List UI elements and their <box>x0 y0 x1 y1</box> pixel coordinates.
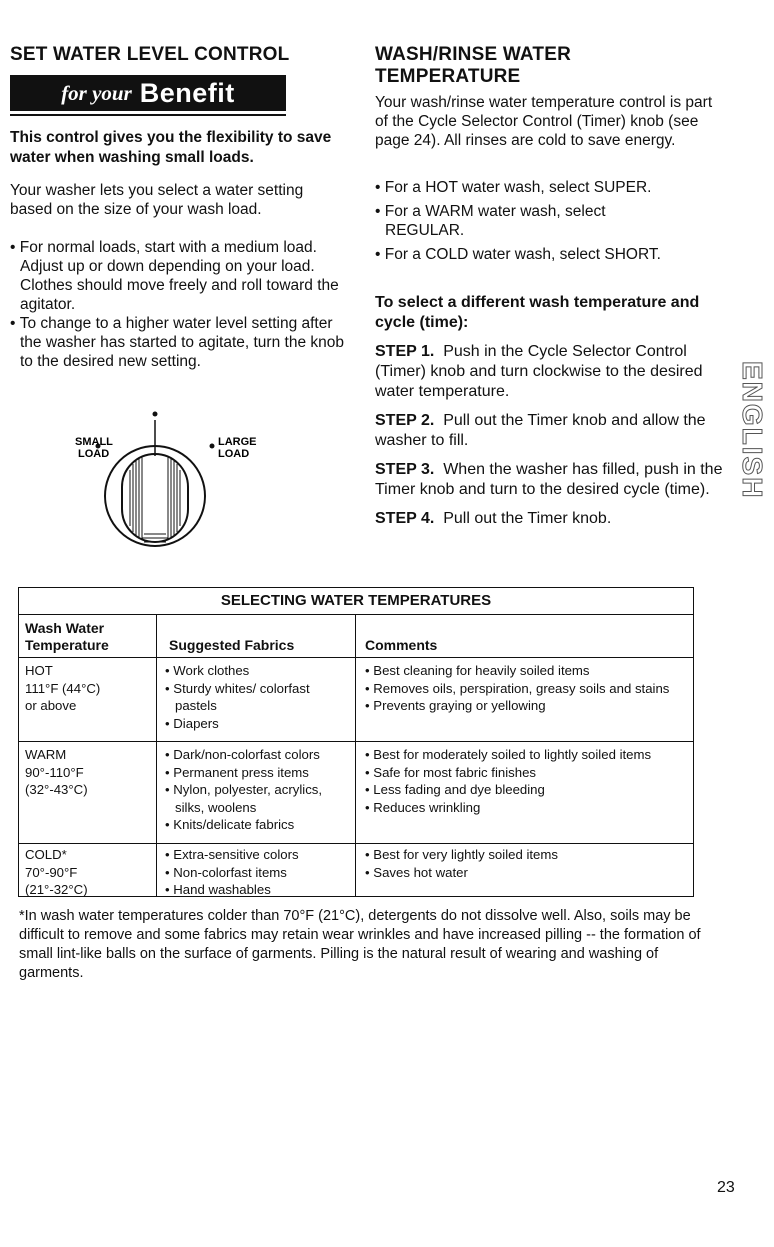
benefit-big-text: Benefit <box>139 77 235 108</box>
set-water-level-heading: SET WATER LEVEL CONTROL <box>10 44 290 65</box>
header-line: Wash Water <box>25 620 105 636</box>
table-divider <box>19 657 693 658</box>
step-text: Push in the Cycle Selector Control (Timer) knob and turn clockwise to the desired water temperature. <box>375 343 703 400</box>
fabric-item: • Knits/delicate fabrics <box>165 816 352 834</box>
table-header-comments: Comments <box>365 637 438 653</box>
language-side-tab <box>737 340 767 520</box>
step-label: STEP 4. <box>375 510 435 527</box>
step-label: STEP 2. <box>375 412 435 429</box>
water-level-bullets <box>10 238 345 371</box>
table-row-hot-temp <box>25 662 100 715</box>
language-side-tab-text: ENGLISH <box>737 360 768 500</box>
steps-list <box>375 342 725 538</box>
comment-item: • Reduces wrinkling <box>365 799 695 817</box>
wash-rinse-bullets <box>375 178 725 264</box>
cold-water-footnote: *In wash water temperatures colder than 70°F (21°C), detergents do not dissolve well. Also, soils may be difficult to remove and some fabrics may retain wear wrinkles and have increased pilling -- the formation of small lint-like balls on the surface of garments. Pilling is the natural result of wearing and washing of garments. <box>19 908 701 981</box>
wash-rinse-heading-line2: TEMPERATURE <box>375 66 521 87</box>
fabric-item: • Hand washables <box>165 881 352 899</box>
comment-item: • Less fading and dye bleeding <box>365 781 695 799</box>
step-4 <box>375 509 725 529</box>
step-text: Pull out the Timer knob. <box>443 510 612 527</box>
comment-item: • Prevents graying or yellowing <box>365 697 690 715</box>
header-line: Temperature <box>25 637 109 653</box>
step-3 <box>375 460 725 500</box>
temp-line: COLD* <box>25 847 67 862</box>
fabric-item: • Non-colorfast items <box>165 864 352 882</box>
comment-item: • Best for moderately soiled to lightly soiled items <box>365 746 695 764</box>
table-row-cold-temp <box>25 846 88 899</box>
temp-line: or above <box>25 698 77 713</box>
wash-rinse-heading-line1: WASH/RINSE WATER <box>375 44 572 65</box>
step-text: When the washer has filled, push in the Timer knob and turn to the desired cycle (time). <box>375 461 723 498</box>
knob-right-dot <box>210 444 215 449</box>
temp-line: 111°F (44°C) <box>25 680 101 696</box>
knob-label-large: LARGE <box>218 436 257 448</box>
temp-line: HOT <box>25 663 53 678</box>
fabric-item: • Sturdy whites/ colorfast pastels <box>165 680 315 715</box>
water-level-bullet: • For normal loads, start with a medium load. Adjust up or down depending on your load. Clothes should move freely and roll toward the agitator. <box>10 238 345 314</box>
table-row-warm-fabrics <box>165 746 352 834</box>
water-temperature-table <box>18 587 694 897</box>
table-header-temp <box>25 620 109 654</box>
benefit-underline <box>10 114 286 116</box>
knob-label-small-load: LOAD <box>78 448 110 460</box>
select-temperature-subheading: To select a different wash temperature and cycle (time): <box>375 294 700 331</box>
water-level-knob-illustration <box>60 410 290 580</box>
benefit-small-text: for your <box>61 80 132 105</box>
water-level-bullet: • To change to a higher water level setting after the washer has started to agitate, turn the knob to the desired new setting. <box>10 314 345 371</box>
wash-rinse-bullet: • For a HOT water wash, select SUPER. <box>375 178 725 197</box>
step-2 <box>375 411 725 451</box>
temp-line: 90°-110°F <box>25 764 84 780</box>
temp-line: 70°-90°F <box>25 864 78 880</box>
fabric-item: • Work clothes <box>165 662 350 680</box>
table-row-hot-comments <box>365 662 690 715</box>
step-1 <box>375 342 725 402</box>
fabric-item: • Extra-sensitive colors <box>165 846 352 864</box>
fabric-item: • Nylon, polyester, acrylics, silks, woolens <box>165 781 352 816</box>
temp-line: (32°-43°C) <box>25 782 88 797</box>
step-label: STEP 3. <box>375 461 435 478</box>
step-text: Pull out the Timer knob and allow the washer to fill. <box>375 412 706 449</box>
knob-outer-ring <box>105 446 205 546</box>
fabric-item: • Diapers <box>165 715 350 733</box>
temp-line: (21°-32°C) <box>25 882 88 897</box>
water-level-intro: Your washer lets you select a water setting based on the size of your wash load. <box>10 182 304 218</box>
temp-line: WARM <box>25 747 67 762</box>
fabric-item: • Dark/non-colorfast colors <box>165 746 352 764</box>
comment-item: • Best cleaning for heavily soiled items <box>365 662 690 680</box>
comment-item: • Saves hot water <box>365 864 690 882</box>
fabric-item: • Permanent press items <box>165 764 352 782</box>
for-your-benefit-badge <box>10 75 286 111</box>
knob-label-large-load: LOAD <box>218 448 250 460</box>
comment-item: • Best for very lightly soiled items <box>365 846 690 864</box>
table-divider <box>19 843 693 844</box>
table-row-warm-temp <box>25 746 88 799</box>
table-divider <box>19 614 693 615</box>
table-title: SELECTING WATER TEMPERATURES <box>220 592 492 609</box>
table-row-warm-comments <box>365 746 695 816</box>
wash-rinse-bullet: • For a WARM water wash, select REGULAR. <box>375 202 675 240</box>
table-header-fabrics: Suggested Fabrics <box>169 637 295 653</box>
table-row-cold-comments <box>365 846 690 881</box>
water-level-lead: This control gives you the flexibility to save water when washing small loads. <box>10 129 332 166</box>
wash-rinse-bullet: • For a COLD water wash, select SHORT. <box>375 245 725 264</box>
step-label: STEP 1. <box>375 343 435 360</box>
table-row-hot-fabrics <box>165 662 350 732</box>
comment-item: • Safe for most fabric finishes <box>365 764 695 782</box>
wash-rinse-intro: Your wash/rinse water temperature control is part of the Cycle Selector Control (Timer) knob (see page 24). All rinses are cold to save energy. <box>375 94 713 149</box>
knob-top-dot <box>153 412 158 417</box>
page-number: 23 <box>717 1179 735 1196</box>
knob-grip <box>122 454 188 542</box>
table-divider <box>19 741 693 742</box>
table-row-cold-fabrics <box>165 846 352 899</box>
comment-item: • Removes oils, perspiration, greasy soils and stains <box>365 680 675 698</box>
knob-label-small: SMALL <box>75 436 113 448</box>
